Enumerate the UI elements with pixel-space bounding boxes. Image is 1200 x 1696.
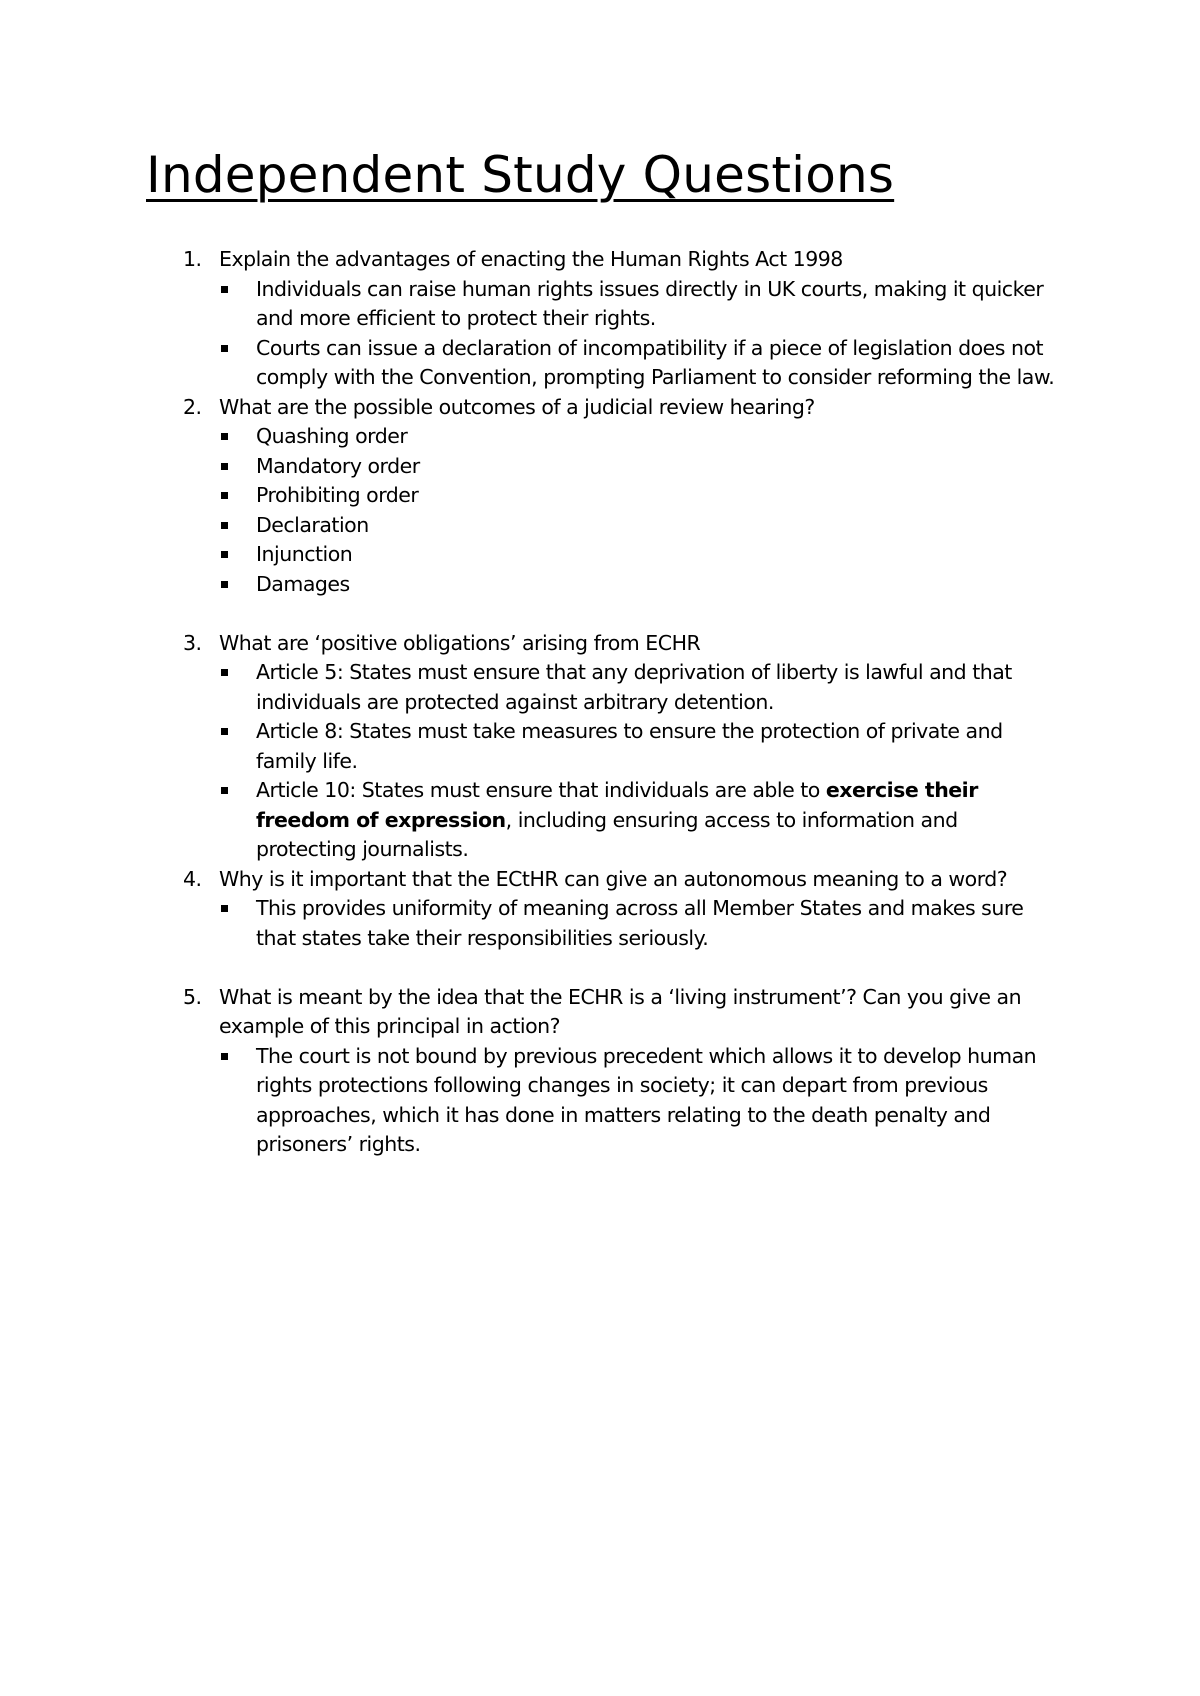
question-number: 2. [183, 394, 202, 419]
answer-text: Quashing order [256, 424, 408, 448]
square-bullet-icon [221, 728, 228, 735]
answer-text: Damages [256, 571, 350, 596]
answer-text: Individuals can raise human rights issues directly in UK courts, making it quicker and more efficient to protect their rights. [256, 276, 1044, 330]
question-text: What are ‘positive obligations’ arising from ECHR [219, 630, 701, 655]
question-number: 3. [183, 630, 202, 655]
answer-item [256, 481, 1056, 511]
question-5 [0, 983, 1200, 1160]
answer-text-before: Article 10: States must ensure that individuals are able to [256, 778, 826, 802]
square-bullet-icon [221, 1053, 228, 1060]
answer-text: Declaration [256, 512, 369, 537]
answer-text: The court is not bound by previous precedent which allows it to develop human rights protections following changes in society; it can depart from previous approaches, which it has done in matters relating to the death penalty and prisoners’ rights. [256, 1043, 1037, 1156]
answer-text-after: , including ensuring access to information and protecting journalists. [256, 807, 958, 861]
answer-item [256, 540, 1056, 570]
answer-text: Article 8: States must take measures to ensure the protection of private and family life. [256, 719, 1003, 773]
answer-item [256, 275, 1056, 334]
question-1 [0, 245, 1200, 393]
question-text: What is meant by the idea that the ECHR is a ‘living instrument’? Can you give an example of this principal in action? [219, 984, 1022, 1038]
square-bullet-icon [221, 463, 228, 470]
answer-item [256, 452, 1056, 482]
document-title: Independent Study Questions [146, 146, 895, 204]
answer-item [256, 570, 1056, 600]
answers-list [0, 894, 1200, 953]
answer-item [256, 717, 1056, 776]
square-bullet-icon [221, 787, 228, 794]
answer-text: Injunction [256, 542, 353, 566]
square-bullet-icon [221, 433, 228, 440]
square-bullet-icon [221, 551, 228, 558]
question-4 [0, 865, 1200, 983]
square-bullet-icon [221, 492, 228, 499]
question-number: 5. [183, 984, 202, 1009]
square-bullet-icon [221, 286, 228, 293]
answer-item [256, 422, 1056, 452]
questions-list [0, 245, 1200, 1160]
question-text: Why is it important that the ECtHR can give an autonomous meaning to a word? [219, 866, 1008, 891]
question-number: 4. [183, 866, 202, 891]
question-text: Explain the advantages of enacting the Human Rights Act 1998 [219, 247, 843, 271]
answer-text: Courts can issue a declaration of incompatibility if a piece of legislation does not comply with the Convention, prompting Parliament to consider reforming the law. [256, 335, 1055, 389]
blank-line [0, 953, 1200, 983]
answers-list [0, 275, 1200, 393]
question-text: What are the possible outcomes of a judicial review hearing? [219, 394, 815, 419]
answer-item [256, 658, 1056, 717]
square-bullet-icon [221, 522, 228, 529]
answer-text: Prohibiting order [256, 483, 419, 507]
answer-item [256, 334, 1056, 393]
question-3 [0, 629, 1200, 865]
square-bullet-icon [221, 669, 228, 676]
answer-text: Mandatory order [256, 453, 420, 478]
answer-item [256, 511, 1056, 541]
answer-item [256, 894, 1056, 953]
answers-list [0, 422, 1200, 599]
blank-line [0, 599, 1200, 629]
question-number: 1. [183, 247, 202, 271]
square-bullet-icon [221, 905, 228, 912]
answers-list [0, 1042, 1200, 1160]
answer-text: This provides uniformity of meaning across all Member States and makes sure that states take their responsibilities seriously. [256, 896, 1024, 950]
answer-item [256, 1042, 1056, 1160]
answer-item [256, 776, 1056, 865]
answer-text-bold: exercise their freedom of expression [256, 778, 978, 832]
answers-list [0, 658, 1200, 865]
question-2 [0, 393, 1200, 629]
square-bullet-icon [221, 345, 228, 352]
square-bullet-icon [221, 581, 228, 588]
answer-text: Article 5: States must ensure that any deprivation of liberty is lawful and that individuals are protected against arbitrary detention. [256, 660, 1012, 714]
